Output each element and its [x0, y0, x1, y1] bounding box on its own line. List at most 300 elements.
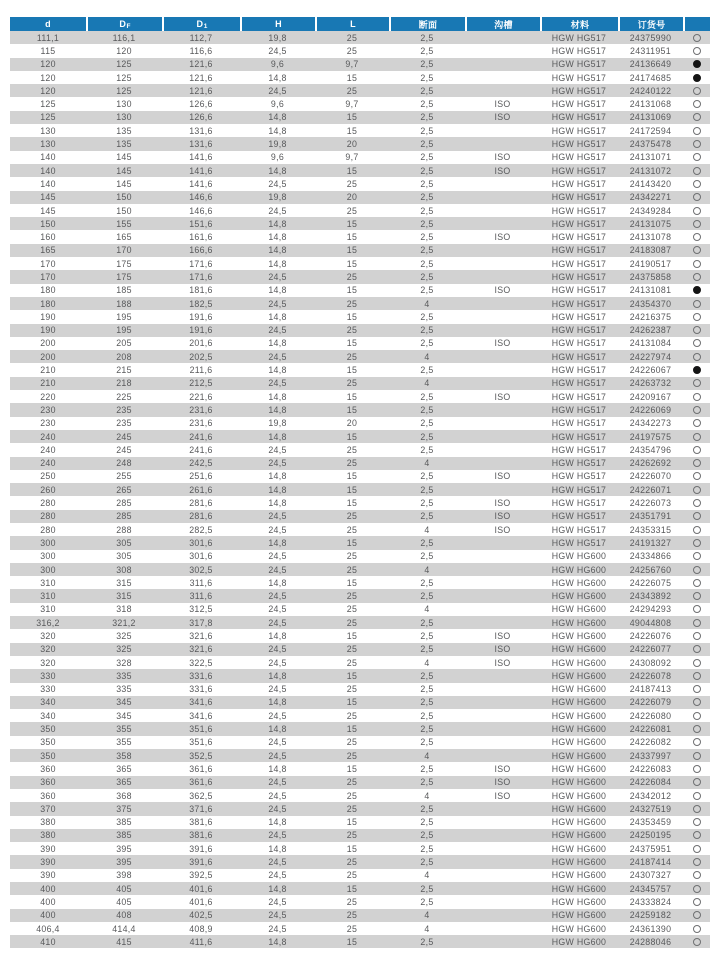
availability-cell	[683, 510, 710, 523]
cell-h: 14,8	[268, 498, 287, 509]
cell-d1: 112,7	[189, 32, 213, 43]
open-circle-icon	[693, 579, 701, 587]
cell-h: 19,8	[268, 139, 287, 150]
availability-cell	[683, 895, 710, 908]
cell-d1: 212,5	[189, 378, 213, 389]
cell-df: 375	[116, 803, 132, 814]
availability-cell	[683, 935, 710, 948]
cell-section: 2,5	[420, 152, 434, 163]
open-circle-icon	[693, 246, 701, 254]
cell-d: 125	[40, 99, 56, 110]
cell-d1: 321,6	[189, 644, 213, 655]
availability-cell	[683, 44, 710, 57]
cell-material: HGW HG600	[551, 631, 607, 641]
cell-d: 220	[40, 391, 56, 402]
cell-h: 24,5	[268, 737, 287, 748]
cell-df: 205	[116, 338, 132, 349]
cell-d: 150	[40, 218, 56, 229]
cell-d1: 181,6	[189, 285, 213, 296]
cell-df: 315	[116, 591, 132, 602]
table-row	[10, 603, 710, 616]
cell-l: 15	[346, 631, 358, 641]
cell-d1: 161,6	[189, 232, 213, 243]
cell-d1: 251,6	[189, 471, 213, 482]
cell-l: 25	[346, 298, 358, 309]
cell-groove	[465, 177, 540, 190]
cell-df: 414,4	[112, 923, 136, 934]
availability-cell	[683, 855, 710, 868]
cell-l: 25	[346, 830, 358, 841]
cell-material: HGW HG517	[551, 59, 607, 70]
cell-d: 125	[40, 112, 56, 123]
cell-d: 406,4	[36, 923, 60, 934]
cell-material: HGW HG600	[551, 763, 607, 774]
cell-order_no: 24354796	[629, 444, 672, 455]
cell-order_no: 24131068	[629, 99, 672, 110]
cell-section: 2,5	[420, 631, 434, 641]
open-circle-icon	[693, 207, 701, 215]
cell-order_no: 24342273	[629, 418, 672, 429]
cell-h: 24,5	[268, 511, 287, 522]
availability-cell	[683, 257, 710, 270]
cell-groove	[465, 457, 540, 470]
availability-cell	[683, 417, 710, 430]
availability-cell	[683, 151, 710, 164]
open-circle-icon	[693, 167, 701, 175]
cell-d1: 341,6	[189, 697, 213, 708]
cell-groove: ISO	[494, 152, 511, 163]
cell-groove	[465, 855, 540, 868]
cell-d1: 241,6	[189, 444, 213, 455]
cell-h: 24,5	[268, 870, 287, 881]
cell-section: 2,5	[420, 710, 434, 721]
cell-l: 25	[346, 777, 358, 788]
cell-groove	[465, 417, 540, 430]
cell-material: HGW HG517	[551, 99, 607, 110]
cell-section: 2,5	[420, 684, 434, 695]
cell-material: HGW HG517	[551, 404, 607, 415]
open-circle-icon	[693, 406, 701, 414]
cell-df: 385	[116, 830, 132, 841]
cell-material: HGW HG517	[551, 537, 607, 548]
cell-h: 14,8	[268, 258, 287, 269]
cell-section: 2,5	[420, 431, 434, 442]
open-circle-icon	[693, 193, 701, 201]
cell-d1: 312,5	[189, 604, 213, 615]
availability-cell	[683, 736, 710, 749]
cell-d: 350	[40, 724, 56, 735]
cell-d: 140	[40, 152, 56, 163]
cell-l: 25	[346, 564, 358, 575]
availability-cell	[683, 284, 710, 297]
cell-section: 4	[424, 657, 430, 668]
cell-groove	[465, 683, 540, 696]
column-header-df	[86, 17, 162, 31]
cell-l: 15	[346, 724, 358, 735]
cell-groove	[465, 616, 540, 629]
cell-df: 308	[116, 564, 132, 575]
cell-groove	[465, 829, 540, 842]
open-circle-icon	[693, 725, 701, 733]
cell-df: 208	[116, 351, 132, 362]
cell-h: 24,5	[268, 178, 287, 189]
cell-d1: 202,5	[189, 351, 213, 362]
cell-section: 2,5	[420, 232, 434, 243]
cell-l: 15	[346, 165, 358, 176]
table-row	[10, 709, 710, 722]
cell-h: 14,8	[268, 631, 287, 641]
cell-order_no: 24226070	[629, 471, 672, 482]
cell-l: 15	[346, 404, 358, 415]
cell-order_no: 24131081	[629, 285, 672, 296]
availability-cell	[683, 882, 710, 895]
table-row	[10, 270, 710, 283]
cell-groove	[465, 536, 540, 549]
cell-d: 170	[40, 258, 56, 269]
table-row	[10, 230, 710, 243]
cell-d: 140	[40, 178, 56, 189]
cell-order_no: 24353459	[629, 817, 672, 828]
cell-section: 2,5	[420, 830, 434, 841]
cell-groove	[465, 882, 540, 895]
table-row	[10, 776, 710, 789]
availability-cell	[683, 749, 710, 762]
availability-cell	[683, 629, 710, 642]
open-circle-icon	[693, 140, 701, 148]
open-circle-icon	[693, 778, 701, 786]
cell-d1: 211,6	[189, 365, 213, 376]
cell-section: 2,5	[420, 218, 434, 229]
cell-section: 2,5	[420, 391, 434, 402]
cell-l: 15	[346, 72, 358, 83]
cell-df: 305	[116, 551, 132, 562]
cell-material: HGW HG600	[551, 857, 607, 868]
cell-section: 2,5	[420, 484, 434, 495]
cell-order_no: 24226069	[629, 404, 672, 415]
cell-h: 14,8	[268, 125, 287, 136]
cell-order_no: 24250195	[629, 830, 672, 841]
cell-section: 2,5	[420, 511, 434, 522]
cell-material: HGW HG600	[551, 750, 607, 761]
cell-d1: 362,5	[189, 790, 213, 801]
cell-df: 408	[116, 910, 132, 921]
cell-material: HGW HG600	[551, 724, 607, 735]
cell-material: HGW HG600	[551, 644, 607, 655]
availability-cell	[683, 230, 710, 243]
open-circle-icon	[693, 659, 701, 667]
cell-material: HGW HG600	[551, 591, 607, 602]
availability-cell	[683, 403, 710, 416]
cell-material: HGW HG600	[551, 697, 607, 708]
cell-material: HGW HG600	[551, 936, 607, 947]
table-row	[10, 44, 710, 57]
cell-material: HGW HG517	[551, 338, 607, 349]
cell-groove: ISO	[494, 471, 511, 482]
cell-l: 15	[346, 391, 358, 402]
availability-cell	[683, 84, 710, 97]
cell-material: HGW HG600	[551, 910, 607, 921]
availability-cell	[683, 337, 710, 350]
cell-d1: 381,6	[189, 817, 213, 828]
cell-material: HGW HG517	[551, 258, 607, 269]
cell-d: 130	[40, 125, 56, 136]
cell-section: 2,5	[420, 59, 434, 70]
cell-l: 25	[346, 604, 358, 615]
open-circle-icon	[693, 512, 701, 520]
cell-order_no: 24308092	[629, 657, 672, 668]
cell-section: 4	[424, 790, 430, 801]
cell-groove	[465, 563, 540, 576]
cell-section: 2,5	[420, 670, 434, 681]
cell-section: 2,5	[420, 444, 434, 455]
cell-order_no: 24190517	[629, 258, 672, 269]
column-header-label: L	[350, 19, 356, 29]
cell-material: HGW HG600	[551, 843, 607, 854]
cell-section: 2,5	[420, 311, 434, 322]
open-circle-icon	[693, 672, 701, 680]
cell-material: HGW HG600	[551, 564, 607, 575]
cell-d: 200	[40, 351, 56, 362]
cell-order_no: 24131075	[629, 218, 672, 229]
cell-d1: 401,6	[189, 896, 213, 907]
table-row	[10, 536, 710, 549]
cell-material: HGW HG517	[551, 418, 607, 429]
cell-l: 25	[346, 511, 358, 522]
cell-d: 300	[40, 551, 56, 562]
cell-d: 380	[40, 830, 56, 841]
cell-l: 15	[346, 471, 358, 482]
availability-cell	[683, 496, 710, 509]
cell-section: 2,5	[420, 817, 434, 828]
availability-cell	[683, 111, 710, 124]
cell-order_no: 24294293	[629, 604, 672, 615]
table-row	[10, 550, 710, 563]
cell-section: 2,5	[420, 72, 434, 83]
cell-d: 330	[40, 684, 56, 695]
cell-df: 288	[116, 524, 132, 535]
cell-order_no: 24227974	[629, 351, 672, 362]
cell-order_no: 24333824	[629, 896, 672, 907]
cell-material: HGW HG600	[551, 684, 607, 695]
open-circle-icon	[693, 792, 701, 800]
cell-df: 285	[116, 498, 132, 509]
cell-d1: 242,5	[189, 458, 213, 469]
cell-l: 20	[346, 192, 358, 203]
table-row	[10, 855, 710, 868]
cell-order_no: 24226078	[629, 670, 672, 681]
cell-d1: 351,6	[189, 724, 213, 735]
cell-l: 25	[346, 617, 358, 628]
table-row	[10, 97, 710, 110]
cell-section: 4	[424, 351, 430, 362]
cell-df: 155	[116, 218, 132, 229]
cell-df: 325	[116, 644, 132, 655]
table-row	[10, 124, 710, 137]
column-header-l	[315, 17, 389, 31]
cell-d1: 241,6	[189, 431, 213, 442]
cell-groove: ISO	[494, 112, 511, 123]
availability-cell	[683, 58, 710, 71]
cell-l: 15	[346, 498, 358, 509]
cell-h: 14,8	[268, 670, 287, 681]
cell-l: 25	[346, 45, 358, 56]
cell-section: 2,5	[420, 205, 434, 216]
cell-groove	[465, 550, 540, 563]
filled-circle-icon	[693, 74, 701, 82]
table-row	[10, 377, 710, 390]
column-header-label: D	[196, 19, 204, 29]
cell-h: 24,5	[268, 551, 287, 562]
cell-d1: 171,6	[189, 258, 213, 269]
cell-h: 24,5	[268, 657, 287, 668]
cell-h: 24,5	[268, 524, 287, 535]
cell-order_no: 24216375	[629, 311, 672, 322]
cell-section: 4	[424, 458, 430, 469]
cell-h: 14,8	[268, 404, 287, 415]
table-row	[10, 895, 710, 908]
cell-d1: 121,6	[189, 72, 213, 83]
open-circle-icon	[693, 911, 701, 919]
open-circle-icon	[693, 499, 701, 507]
cell-df: 265	[116, 484, 132, 495]
availability-cell	[683, 829, 710, 842]
cell-order_no: 24226084	[629, 777, 672, 788]
availability-cell	[683, 430, 710, 443]
cell-d1: 231,6	[189, 418, 213, 429]
open-circle-icon	[693, 805, 701, 813]
cell-order_no: 24353315	[629, 524, 672, 535]
cell-l: 25	[346, 178, 358, 189]
open-circle-icon	[693, 379, 701, 387]
cell-d: 190	[40, 311, 56, 322]
cell-section: 2,5	[420, 644, 434, 655]
cell-df: 335	[116, 670, 132, 681]
cell-l: 15	[346, 883, 358, 894]
cell-order_no: 24327519	[629, 803, 672, 814]
cell-groove	[465, 310, 540, 323]
table-row	[10, 683, 710, 696]
availability-cell	[683, 762, 710, 775]
open-circle-icon	[693, 87, 701, 95]
cell-h: 14,8	[268, 72, 287, 83]
cell-material: HGW HG517	[551, 524, 607, 535]
cell-groove	[465, 736, 540, 749]
table-row	[10, 563, 710, 576]
cell-d: 180	[40, 298, 56, 309]
cell-df: 245	[116, 444, 132, 455]
availability-cell	[683, 137, 710, 150]
cell-section: 2,5	[420, 165, 434, 176]
cell-d1: 361,6	[189, 763, 213, 774]
cell-section: 4	[424, 923, 430, 934]
cell-d: 240	[40, 431, 56, 442]
open-circle-icon	[693, 113, 701, 121]
cell-order_no: 24351791	[629, 511, 672, 522]
cell-groove: ISO	[494, 777, 511, 788]
cell-d1: 281,6	[189, 511, 213, 522]
availability-cell	[683, 603, 710, 616]
table-row	[10, 802, 710, 815]
cell-df: 305	[116, 537, 132, 548]
cell-l: 25	[346, 458, 358, 469]
cell-h: 24,5	[268, 750, 287, 761]
availability-cell	[683, 523, 710, 536]
cell-d: 240	[40, 444, 56, 455]
cell-d1: 182,5	[189, 298, 213, 309]
cell-order_no: 24311951	[630, 45, 671, 56]
cell-groove	[465, 270, 540, 283]
cell-h: 24,5	[268, 325, 287, 336]
table-row	[10, 669, 710, 682]
open-circle-icon	[693, 486, 701, 494]
open-circle-icon	[693, 871, 701, 879]
open-circle-icon	[693, 605, 701, 613]
cell-h: 24,5	[268, 910, 287, 921]
cell-df: 405	[116, 883, 132, 894]
cell-l: 15	[346, 125, 358, 136]
cell-order_no: 24307327	[629, 870, 672, 881]
open-circle-icon	[693, 472, 701, 480]
cell-groove	[465, 217, 540, 230]
cell-material: HGW HG600	[551, 870, 607, 881]
table-row	[10, 284, 710, 297]
cell-d1: 317,8	[189, 617, 213, 628]
cell-h: 14,8	[268, 724, 287, 735]
availability-cell	[683, 576, 710, 589]
cell-h: 24,5	[268, 591, 287, 602]
cell-material: HGW HG517	[551, 311, 607, 322]
cell-df: 248	[116, 458, 132, 469]
cell-groove	[465, 257, 540, 270]
cell-groove: ISO	[494, 644, 511, 655]
cell-d1: 391,6	[189, 843, 213, 854]
table-row	[10, 257, 710, 270]
column-header-label: D	[119, 19, 127, 29]
availability-cell	[683, 643, 710, 656]
cell-order_no: 24191327	[629, 537, 672, 548]
table-row	[10, 616, 710, 629]
open-circle-icon	[693, 539, 701, 547]
cell-h: 19,8	[268, 192, 287, 203]
cell-l: 15	[346, 338, 358, 349]
cell-d1: 282,5	[189, 524, 213, 535]
cell-h: 14,8	[268, 697, 287, 708]
cell-section: 2,5	[420, 325, 434, 336]
availability-cell	[683, 204, 710, 217]
cell-groove: ISO	[494, 232, 511, 243]
cell-df: 185	[116, 285, 132, 296]
cell-l: 20	[346, 418, 358, 429]
cell-l: 25	[346, 205, 358, 216]
cell-section: 2,5	[420, 365, 434, 376]
availability-cell	[683, 816, 710, 829]
cell-h: 24,5	[268, 564, 287, 575]
open-circle-icon	[693, 619, 701, 627]
cell-h: 14,8	[268, 577, 287, 588]
cell-d: 240	[40, 458, 56, 469]
cell-df: 145	[116, 178, 132, 189]
cell-df: 145	[116, 165, 132, 176]
cell-d1: 231,6	[189, 404, 213, 415]
cell-d1: 121,6	[189, 85, 213, 96]
table-body	[10, 31, 710, 948]
open-circle-icon	[693, 260, 701, 268]
availability-cell	[683, 550, 710, 563]
cell-d: 120	[40, 72, 56, 83]
cell-groove: ISO	[494, 790, 511, 801]
cell-df: 130	[116, 99, 132, 110]
cell-order_no: 24226082	[629, 737, 672, 748]
